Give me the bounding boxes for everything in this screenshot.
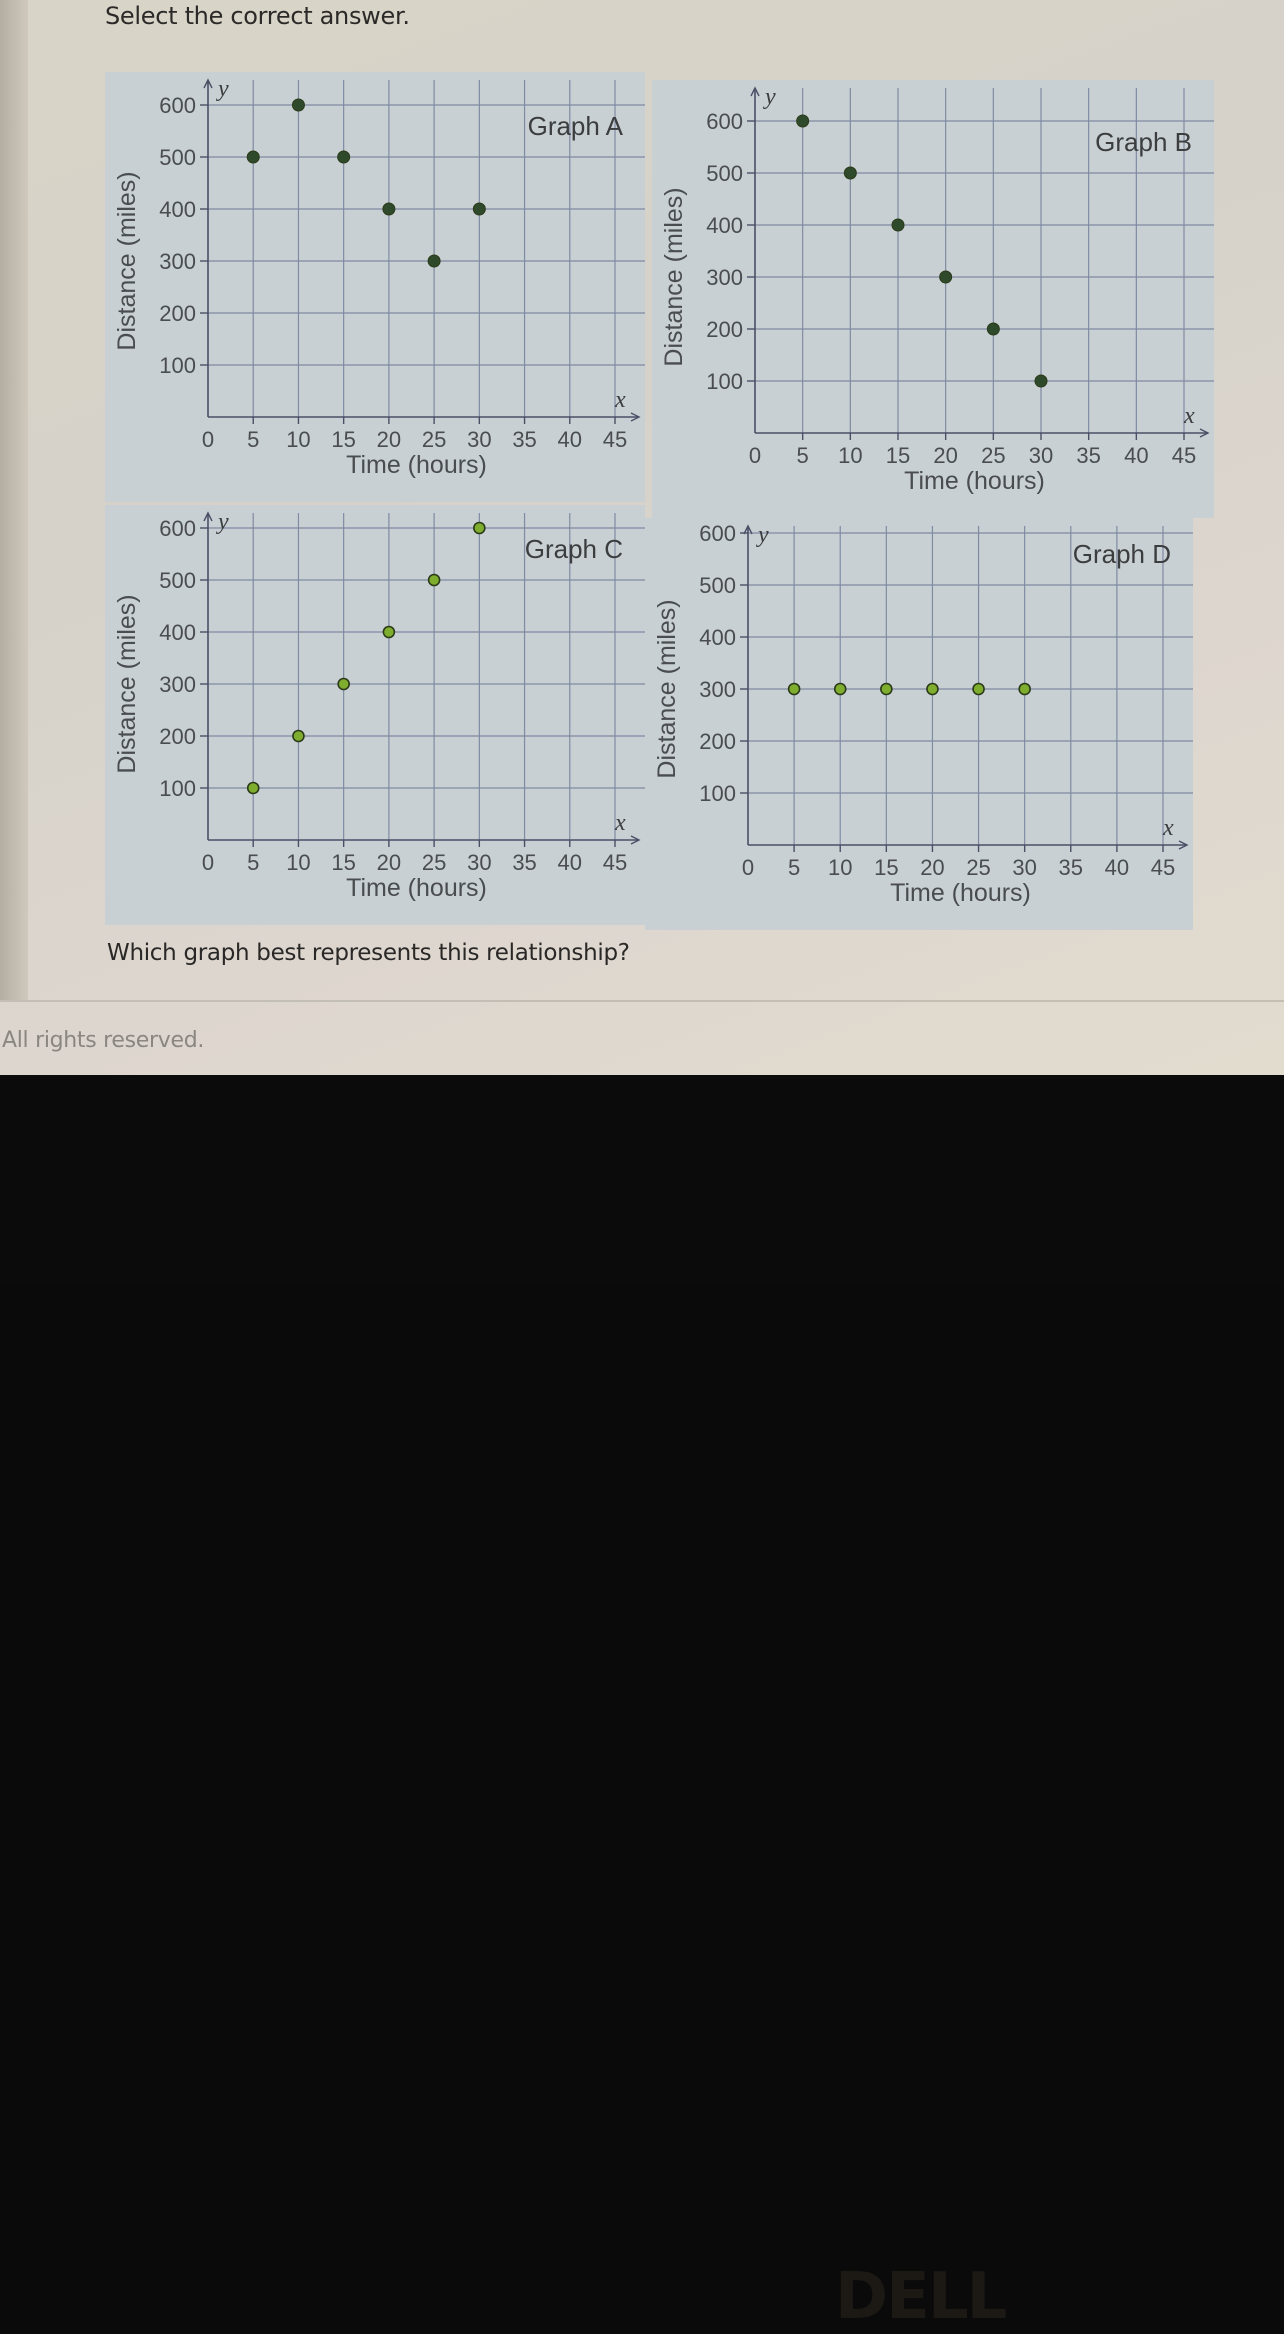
svg-text:y: y bbox=[218, 76, 229, 102]
data-point bbox=[338, 151, 350, 163]
data-point bbox=[429, 575, 440, 586]
svg-text:0: 0 bbox=[201, 850, 215, 875]
scatter-plot bbox=[105, 72, 645, 502]
graph-d[interactable] bbox=[645, 518, 1193, 930]
svg-text:20: 20 bbox=[376, 427, 402, 452]
svg-text:15: 15 bbox=[331, 850, 356, 875]
data-point bbox=[1035, 375, 1047, 387]
svg-text:0: 0 bbox=[741, 855, 755, 880]
svg-text:x: x bbox=[1163, 815, 1174, 841]
data-point bbox=[383, 203, 395, 215]
data-point bbox=[474, 523, 485, 534]
svg-text:15: 15 bbox=[874, 855, 899, 880]
svg-text:35: 35 bbox=[1076, 443, 1101, 468]
svg-text:45: 45 bbox=[602, 427, 628, 452]
scatter-plot bbox=[105, 505, 645, 925]
svg-text:40: 40 bbox=[557, 850, 583, 875]
svg-text:300: 300 bbox=[706, 265, 743, 290]
svg-text:600: 600 bbox=[706, 109, 743, 134]
data-point bbox=[292, 99, 304, 111]
scatter-plot bbox=[652, 80, 1214, 518]
svg-text:45: 45 bbox=[602, 850, 628, 875]
svg-text:500: 500 bbox=[159, 568, 196, 593]
svg-text:10: 10 bbox=[286, 850, 311, 875]
copyright-text: All rights reserved. bbox=[2, 1028, 205, 1053]
svg-text:20: 20 bbox=[933, 443, 958, 468]
svg-text:10: 10 bbox=[286, 427, 311, 452]
svg-text:5: 5 bbox=[796, 443, 809, 468]
svg-text:Time (hours): Time (hours) bbox=[904, 467, 1045, 495]
data-point bbox=[247, 151, 259, 163]
svg-text:40: 40 bbox=[557, 427, 583, 452]
svg-text:y: y bbox=[218, 509, 229, 535]
data-point bbox=[383, 627, 394, 638]
data-point bbox=[973, 684, 984, 695]
svg-text:25: 25 bbox=[421, 850, 447, 875]
monitor-bezel bbox=[0, 1075, 1284, 2334]
svg-text:25: 25 bbox=[981, 443, 1006, 468]
svg-text:30: 30 bbox=[1012, 855, 1037, 880]
svg-text:5: 5 bbox=[247, 850, 260, 875]
svg-text:Distance (miles): Distance (miles) bbox=[113, 171, 141, 351]
svg-text:Graph D: Graph D bbox=[1072, 539, 1171, 569]
svg-text:400: 400 bbox=[699, 625, 736, 650]
svg-text:100: 100 bbox=[699, 781, 736, 806]
data-point bbox=[1019, 684, 1030, 695]
svg-text:500: 500 bbox=[159, 145, 196, 170]
svg-text:5: 5 bbox=[787, 855, 801, 880]
svg-text:x: x bbox=[615, 810, 626, 836]
svg-text:600: 600 bbox=[699, 521, 736, 546]
svg-text:500: 500 bbox=[699, 573, 736, 598]
svg-text:45: 45 bbox=[1171, 443, 1197, 468]
data-point bbox=[881, 684, 892, 695]
data-point bbox=[927, 684, 938, 695]
svg-text:30: 30 bbox=[1028, 443, 1054, 468]
svg-text:Time (hours): Time (hours) bbox=[346, 874, 487, 902]
data-point bbox=[797, 115, 809, 127]
graph-b[interactable] bbox=[652, 80, 1214, 518]
svg-text:15: 15 bbox=[885, 443, 911, 468]
svg-text:200: 200 bbox=[699, 729, 736, 754]
svg-text:40: 40 bbox=[1104, 855, 1130, 880]
svg-text:200: 200 bbox=[159, 724, 196, 749]
scatter-plot bbox=[645, 518, 1193, 930]
data-point bbox=[789, 684, 800, 695]
svg-text:Graph B: Graph B bbox=[1095, 127, 1192, 157]
question-text: Which graph best represents this relationship? bbox=[107, 940, 630, 966]
svg-text:0: 0 bbox=[201, 427, 215, 452]
svg-text:200: 200 bbox=[706, 317, 743, 342]
svg-text:25: 25 bbox=[421, 427, 447, 452]
svg-text:200: 200 bbox=[159, 301, 196, 326]
svg-text:100: 100 bbox=[159, 776, 196, 801]
svg-text:400: 400 bbox=[706, 213, 743, 238]
svg-text:y: y bbox=[758, 522, 769, 548]
svg-text:x: x bbox=[1184, 403, 1195, 429]
data-point bbox=[835, 684, 846, 695]
svg-text:Graph A: Graph A bbox=[527, 111, 623, 141]
svg-text:45: 45 bbox=[1150, 855, 1176, 880]
svg-text:y: y bbox=[765, 84, 776, 110]
svg-text:Distance (miles): Distance (miles) bbox=[653, 599, 681, 779]
svg-text:40: 40 bbox=[1124, 443, 1149, 468]
svg-text:Graph C: Graph C bbox=[524, 534, 623, 564]
svg-text:35: 35 bbox=[512, 850, 537, 875]
svg-text:0: 0 bbox=[748, 443, 762, 468]
svg-text:600: 600 bbox=[159, 93, 196, 118]
svg-text:35: 35 bbox=[1058, 855, 1084, 880]
data-point bbox=[940, 271, 952, 283]
data-point bbox=[248, 783, 259, 794]
svg-text:400: 400 bbox=[159, 197, 196, 222]
svg-text:20: 20 bbox=[376, 850, 402, 875]
svg-text:10: 10 bbox=[827, 855, 853, 880]
svg-text:600: 600 bbox=[159, 516, 196, 541]
svg-text:300: 300 bbox=[699, 677, 736, 702]
window-edge bbox=[0, 0, 28, 1000]
svg-text:300: 300 bbox=[159, 672, 196, 697]
data-point bbox=[293, 731, 304, 742]
data-point bbox=[473, 203, 485, 215]
svg-text:35: 35 bbox=[512, 427, 537, 452]
graph-a[interactable] bbox=[105, 72, 645, 502]
svg-text:Distance (miles): Distance (miles) bbox=[113, 594, 141, 774]
svg-text:25: 25 bbox=[966, 855, 991, 880]
svg-text:x: x bbox=[615, 387, 626, 413]
svg-text:Time (hours): Time (hours) bbox=[890, 879, 1031, 907]
dell-logo: DELL bbox=[835, 2260, 1006, 2334]
svg-text:15: 15 bbox=[331, 427, 356, 452]
svg-text:Distance (miles): Distance (miles) bbox=[660, 187, 688, 367]
screen bbox=[0, 0, 1284, 1075]
svg-text:100: 100 bbox=[159, 353, 196, 378]
svg-text:Time (hours): Time (hours) bbox=[346, 451, 487, 479]
svg-text:20: 20 bbox=[920, 855, 945, 880]
data-point bbox=[338, 679, 349, 690]
svg-text:300: 300 bbox=[159, 249, 196, 274]
data-point bbox=[844, 167, 856, 179]
graph-c[interactable] bbox=[105, 505, 645, 925]
footer-divider bbox=[0, 1000, 1284, 1002]
data-point bbox=[428, 255, 440, 267]
svg-text:500: 500 bbox=[706, 161, 743, 186]
svg-text:100: 100 bbox=[706, 369, 743, 394]
svg-text:30: 30 bbox=[467, 850, 492, 875]
instruction-text: Select the correct answer. bbox=[105, 2, 410, 30]
svg-text:10: 10 bbox=[838, 443, 863, 468]
data-point bbox=[892, 219, 904, 231]
svg-text:400: 400 bbox=[159, 620, 196, 645]
svg-text:30: 30 bbox=[467, 427, 492, 452]
data-point bbox=[987, 323, 999, 335]
svg-text:5: 5 bbox=[247, 427, 260, 452]
